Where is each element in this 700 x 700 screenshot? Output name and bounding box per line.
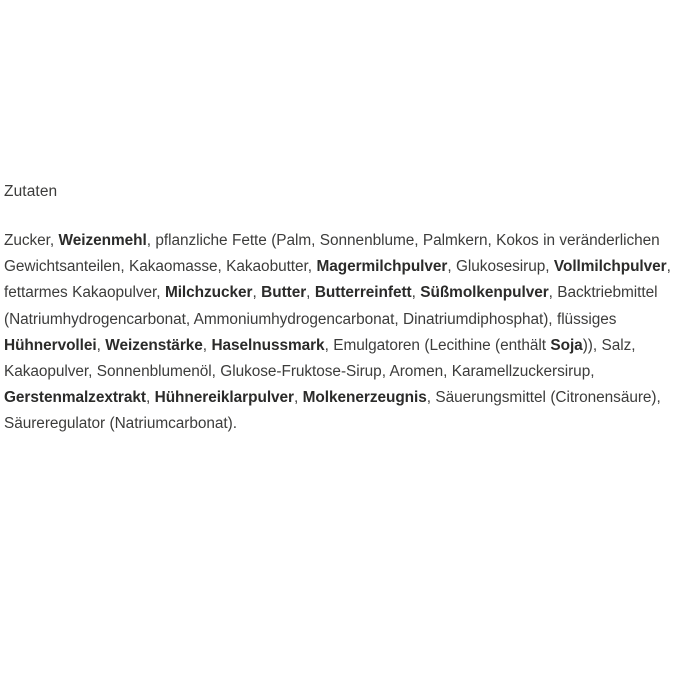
page-title: Zutaten xyxy=(4,183,58,200)
ingredients-paragraph: Zucker, Weizenmehl, pflanzliche Fette (Palm, Sonnenblume, Palmkern, Kokos in veränderlichen Gewichtsanteilen, Kakaomasse, Kakaobutter, Magermilchpulver, Glukosesirup, Vollmilchpulver, fettarmes Kakaopulver, Milchzucker, Butter, Butterreinfett, Süßmolkenpulver, Backtriebmittel (Natriumhydrogencarbonat, Ammoniumhydrogencarbonat, Dinatriumdiphosphat), flüssiges Hühnervollei, Weizenstärke, Haselnussmark, Emulgatoren (Lecithine (enthält Soja)), Salz, Kakaopulver, Sonnenblumenöl, Glukose-Fruktose-Sirup, Aromen, Karamellzuckersirup, Gerstenmalzextrakt, Hühnereiklarpulver, Molkenerzeugnis, Säuerungsmittel (Citronensäure), Säureregulator (Natriumcarbonat). xyxy=(4,232,671,433)
